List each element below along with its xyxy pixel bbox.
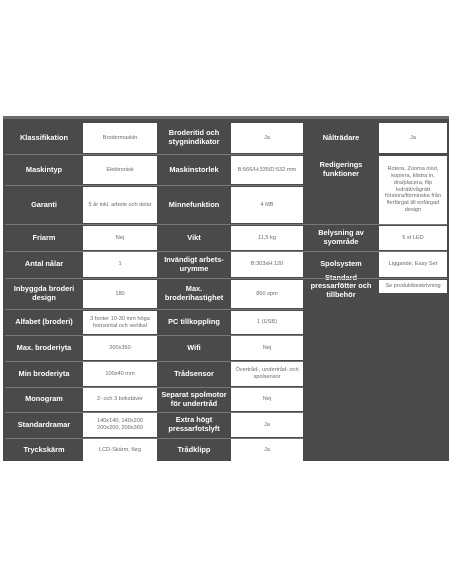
spec-label: Trådklipp bbox=[177, 444, 211, 454]
row-divider bbox=[5, 412, 303, 413]
table-row bbox=[3, 226, 449, 250]
spec-label: Nålträdare bbox=[322, 132, 360, 142]
spec-label: Tryckskärm bbox=[23, 444, 65, 454]
spec-label: Antal nålar bbox=[24, 259, 64, 269]
spec-value: 140x140, 140x200 200x200, 200x360 bbox=[83, 413, 157, 437]
spec-label: Alfabet (broderi) bbox=[15, 317, 73, 327]
spec-value: 200x360 bbox=[83, 336, 157, 360]
spec-value: Nej bbox=[83, 226, 157, 250]
spec-value: LCD-Skärm, färg bbox=[83, 439, 157, 461]
spec-value: Ja bbox=[231, 123, 303, 153]
spec-label: Friarm bbox=[32, 232, 56, 242]
spec-label: Spolsystem bbox=[320, 259, 362, 269]
table-row bbox=[3, 413, 449, 437]
spec-value: 5 st LED bbox=[379, 226, 447, 250]
spec-label: Max. broderihastighet bbox=[164, 284, 224, 302]
row-divider bbox=[5, 387, 303, 388]
spec-label: Extra högt pressarfotslyft bbox=[168, 415, 220, 433]
spec-value: Liggande, Easy Set bbox=[379, 252, 447, 277]
spec-value: Ja bbox=[231, 439, 303, 461]
spec-value: 3 fonter 10-30 mm höga horisontal och vertikal bbox=[83, 311, 157, 334]
specification-table bbox=[3, 116, 449, 461]
table-row bbox=[3, 311, 449, 334]
table-row bbox=[3, 187, 449, 223]
spec-label: Belysning av syområde bbox=[318, 228, 364, 246]
row-divider bbox=[5, 278, 447, 279]
spec-label: Redigerings funktioner bbox=[319, 160, 363, 178]
spec-label: Standardramar bbox=[17, 419, 71, 429]
row-divider bbox=[5, 309, 303, 310]
spec-label: Invändigt arbets-urymme bbox=[164, 254, 224, 273]
spec-label: Wifi bbox=[187, 342, 201, 352]
spec-label: Min broderiyta bbox=[18, 368, 70, 378]
table-row bbox=[3, 252, 449, 277]
row-divider bbox=[5, 361, 303, 362]
spec-label: PC tillkoppling bbox=[168, 317, 220, 327]
row-divider bbox=[5, 251, 447, 252]
row-divider bbox=[5, 185, 303, 186]
spec-value: 1 (USB) bbox=[231, 311, 303, 334]
spec-label: pressarfötter och tillbehör bbox=[310, 281, 372, 299]
spec-label: Max. broderiyta bbox=[16, 342, 72, 352]
table-row bbox=[3, 439, 449, 461]
row-divider bbox=[5, 154, 303, 155]
table-row bbox=[3, 388, 449, 411]
spec-value: B:566/H:335/D:532 mm bbox=[231, 156, 303, 184]
spec-value: 100x40 mm bbox=[83, 362, 157, 386]
table-row bbox=[3, 123, 449, 153]
row-divider bbox=[5, 335, 303, 336]
spec-value: Övertråd-, undertråd- och spolsensor bbox=[231, 362, 303, 386]
spec-label: Maskinstorlek bbox=[169, 164, 219, 174]
spec-value: Ja bbox=[379, 123, 447, 153]
spec-label: Broderitid och stygnindikator bbox=[168, 128, 220, 146]
spec-label: Klassifikation bbox=[19, 132, 69, 142]
spec-value: 5 år inkl. arbete och delar bbox=[83, 187, 157, 223]
spec-label: Maskintyp bbox=[25, 164, 63, 174]
spec-value: 1 bbox=[83, 252, 157, 277]
spec-value: Nej bbox=[231, 336, 303, 360]
spec-value: Brodermaskin bbox=[83, 123, 157, 153]
row-divider bbox=[5, 438, 303, 439]
spec-value: 2- och 3 bokstäver bbox=[83, 388, 157, 411]
spec-value: 4 MB bbox=[231, 187, 303, 223]
spec-value: 860 spm bbox=[231, 280, 303, 308]
spec-value: B:303xH:120 bbox=[231, 252, 303, 277]
spec-label: Separat spolmotor för undertråd bbox=[161, 389, 227, 408]
spec-value: Nej bbox=[231, 388, 303, 411]
spec-label: Inbyggda broderi design bbox=[13, 284, 75, 302]
spec-value: Ja bbox=[231, 413, 303, 437]
spec-value: Se produktbeskrivning bbox=[379, 280, 447, 293]
spec-value: 180 bbox=[83, 280, 157, 308]
spec-label: Vikt bbox=[187, 232, 201, 242]
spec-label: Minnefunktion bbox=[168, 199, 220, 209]
spec-value: Rotera, Zooma in/ut, kopiera, klistra in, dra/placera, flip lodrätt/vågrätt förstora/förminska från flerfärgat till enfärgad design bbox=[379, 156, 447, 224]
spec-value: Elektronisk bbox=[83, 156, 157, 184]
table-row bbox=[3, 336, 449, 360]
table-row bbox=[3, 362, 449, 386]
spec-label: Monogram bbox=[25, 394, 63, 404]
row-divider bbox=[5, 224, 447, 225]
spec-label: Garanti bbox=[31, 199, 57, 209]
spec-label: Trådsensor bbox=[174, 368, 214, 378]
spec-value: 11,5 kg bbox=[231, 226, 303, 250]
